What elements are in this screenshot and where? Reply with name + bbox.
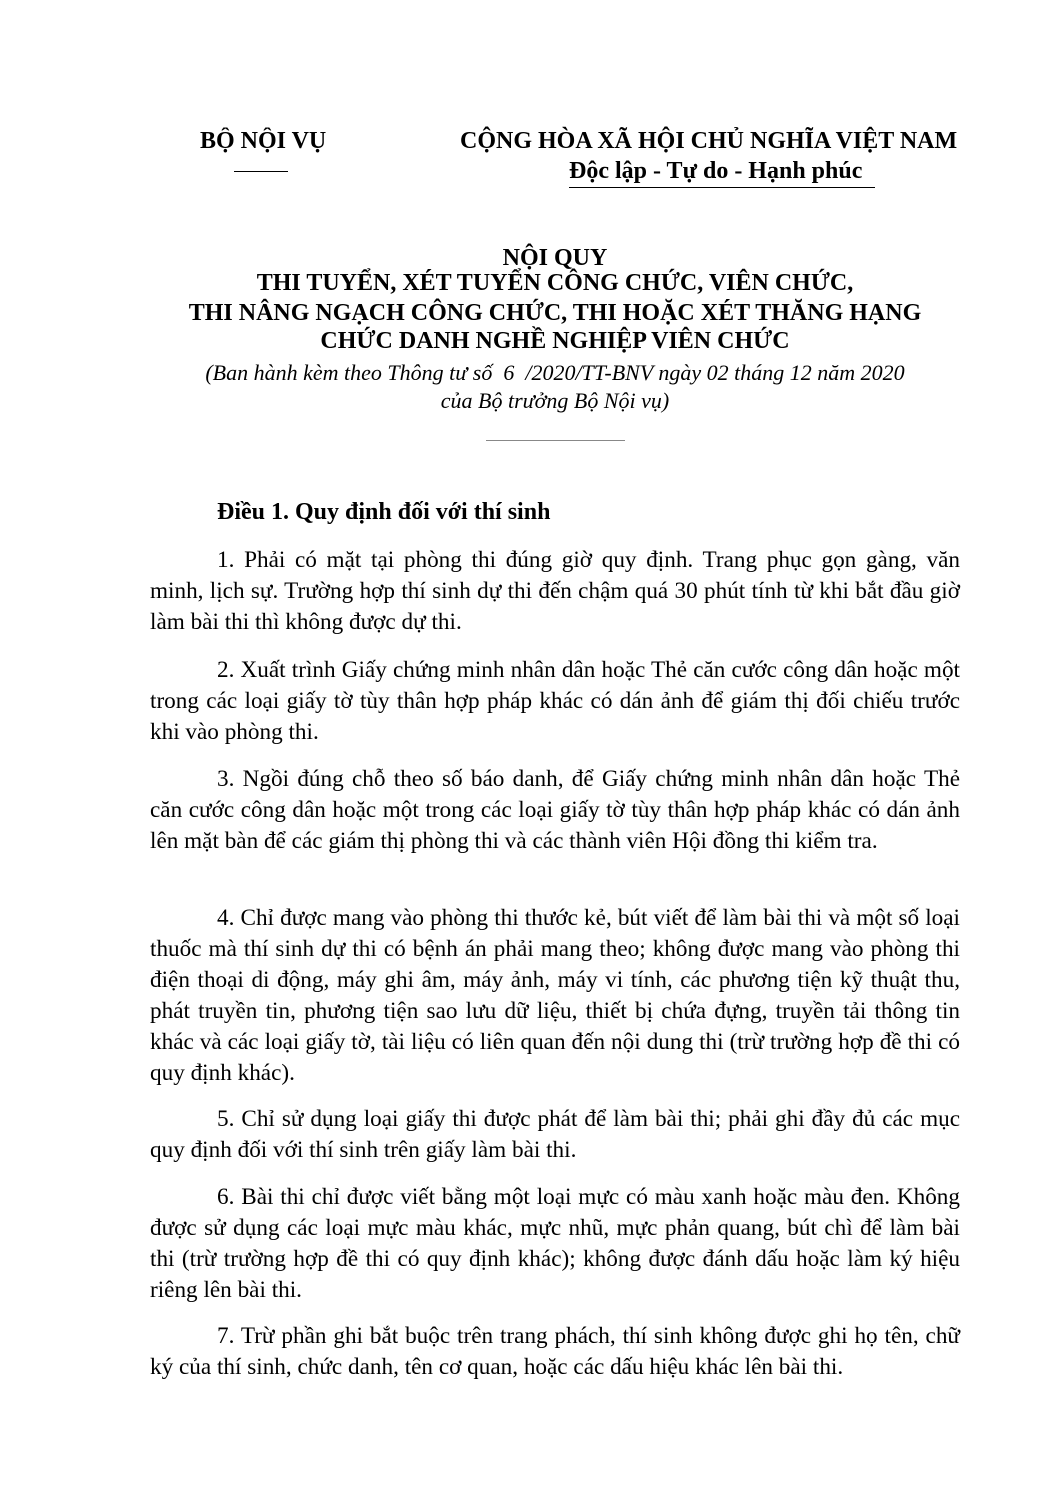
agency-name: BỘ NỘI VỤ — [200, 128, 327, 154]
doc-title-line3: THI NÂNG NGẠCH CÔNG CHỨC, THI HOẶC XÉT THĂNG HẠNG — [188, 300, 922, 326]
rule-item-1: 1. Phải có mặt tại phòng thi đúng giờ quy định. Trang phục gọn gàng, văn minh, lịch sự. Trường hợp thí sinh dự thi đến chậm quá 30 phút tính từ khi bắt đầu giờ làm bài thi thì không được dự thi. — [150, 547, 960, 635]
rule-item-4: 4. Chỉ được mang vào phòng thi thước kẻ, bút viết để làm bài thi và một số loại thuốc mà thí sinh dự thi có bệnh án phải mang theo; không được mang vào phòng thi điện thoại di động, máy ghi âm, máy ảnh, máy vi tính, các phương tiện kỹ thuật thu, phát truyền tin, phương tiện sao lưu dữ liệu, thiết bị chứa đựng, truyền tải thông tin khác và các loại giấy tờ, tài liệu có liên quan đến nội dung thi (trừ trường hợp đề thi có quy định khác). — [150, 905, 960, 1086]
national-motto: Độc lập - Tự do - Hạnh phúc — [569, 158, 863, 184]
rule-item-2: 2. Xuất trình Giấy chứng minh nhân dân hoặc Thẻ căn cước công dân hoặc một trong các loại giấy tờ tùy thân hợp pháp khác có dán ảnh để giám thị đối chiếu trước khi vào phòng thi. — [150, 657, 960, 745]
rule-item-3: 3. Ngồi đúng chỗ theo số báo danh, để Giấy chứng minh nhân dân hoặc Thẻ căn cước công dân hoặc một trong các loại giấy tờ tùy thân hợp pháp khác có dán ảnh lên mặt bàn để các giám thị phòng thi và các thành viên Hội đồng thi kiểm tra. — [150, 766, 960, 854]
issuance-note-line2: của Bộ trưởng Bộ Nội vụ) — [440, 388, 670, 413]
doc-title-line2: THI TUYỂN, XÉT TUYỂN CÔNG CHỨC, VIÊN CHỨC, — [256, 270, 854, 296]
country-name: CỘNG HÒA XÃ HỘI CHỦ NGHĨA VIỆT NAM — [460, 128, 958, 154]
motto-underline — [569, 187, 875, 188]
rule-item-7: 7. Trừ phần ghi bắt buộc trên trang phách, thí sinh không được ghi họ tên, chữ ký của thí sinh, chức danh, tên cơ quan, hoặc các dấu hiệu khác lên bài thi. — [150, 1323, 960, 1380]
doc-title-line4: CHỨC DANH NGHỀ NGHIỆP VIÊN CHỨC — [320, 328, 790, 354]
doc-title: NỘI QUY — [502, 245, 608, 271]
title-separator — [486, 440, 625, 441]
rule-item-5: 5. Chỉ sử dụng loại giấy thi được phát để làm bài thi; phải ghi đầy đủ các mục quy định đối với thí sinh trên giấy làm bài thi. — [150, 1106, 960, 1163]
article-heading: Điều 1. Quy định đối với thí sinh — [217, 499, 551, 525]
agency-underline — [234, 171, 288, 172]
rule-item-6: 6. Bài thi chỉ được viết bằng một loại mực có màu xanh hoặc màu đen. Không được sử dụng các loại mực màu khác, mực nhũ, mực phản quang, bút chì để làm bài thi (trừ trường hợp đề thi có quy định khác); không được đánh dấu hoặc làm ký hiệu riêng lên bài thi. — [150, 1184, 960, 1303]
issuance-note: (Ban hành kèm theo Thông tư số 6 /2020/TT-BNV ngày 02 tháng 12 năm 2020 — [205, 360, 905, 385]
